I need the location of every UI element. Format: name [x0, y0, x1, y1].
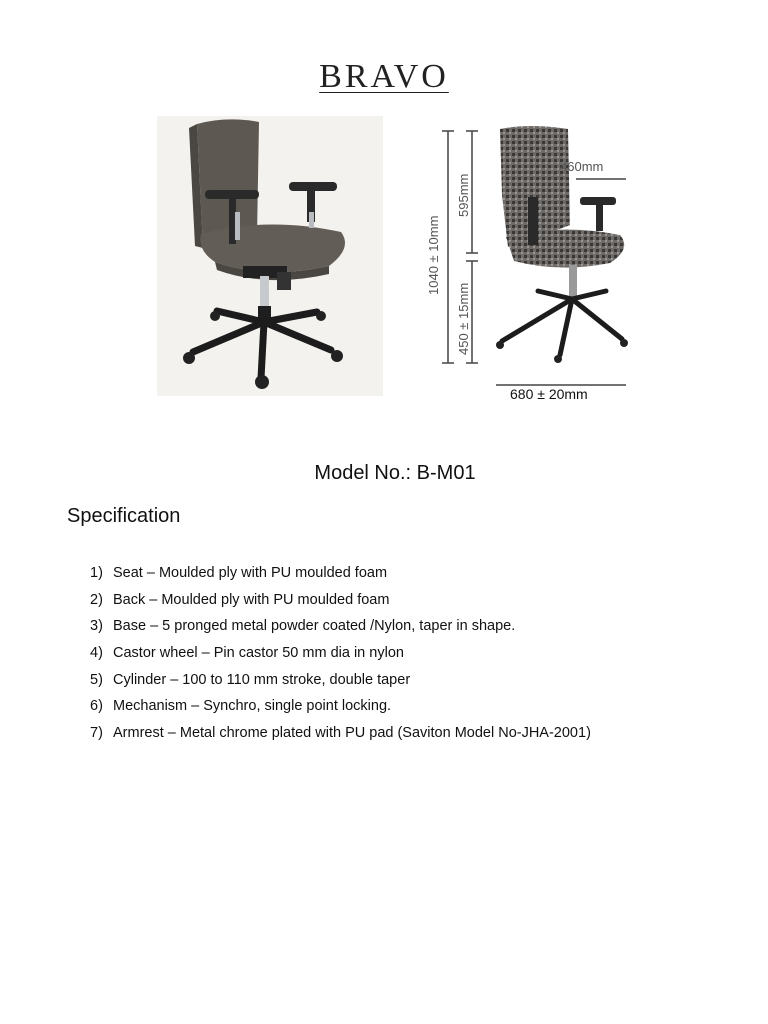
spec-item: [90, 669, 591, 696]
dim-base-width: 680 ± 20mm: [510, 386, 588, 402]
specification-list: [90, 562, 591, 749]
chair-photo: [157, 116, 383, 396]
spec-number: 3): [90, 618, 103, 635]
spec-number: 5): [90, 671, 103, 688]
spec-number: 6): [90, 698, 103, 715]
spec-text: Mechanism – Synchro, single point locking.: [113, 698, 392, 715]
spec-number: 7): [90, 725, 103, 742]
spec-text: Seat – Moulded ply with PU moulded foam: [113, 565, 388, 581]
spec-number: 4): [90, 645, 103, 662]
dim-seat-height: 450 ± 15mm: [456, 282, 471, 355]
spec-item: [90, 722, 591, 749]
page-title: [0, 58, 768, 96]
spec-item: [90, 615, 591, 642]
spec-text: Cylinder – 100 to 110 mm stroke, double taper: [113, 671, 411, 688]
spec-text: Castor wheel – Pin castor 50 mm dia in nylon: [113, 645, 404, 662]
dim-back-height: 595mm: [456, 173, 471, 217]
dim-arm-width: 460mm: [560, 159, 604, 174]
spec-item: [90, 589, 591, 616]
model-number: Model No.: B-M01: [314, 462, 476, 484]
dim-total-height: 1040 ± 10mm: [426, 215, 441, 295]
dimension-drawing: [410, 105, 680, 405]
spec-item: [90, 642, 591, 669]
spec-number: 2): [90, 591, 103, 608]
specification-heading: Specification: [67, 505, 181, 527]
chair-photo-illustration: [157, 116, 383, 396]
spec-text: Base – 5 pronged metal powder coated /Nylon, taper in shape.: [113, 618, 516, 635]
spec-item: [90, 562, 591, 589]
chair-dimension-diagram: [410, 105, 680, 405]
spec-number: 1): [90, 565, 103, 581]
spec-item: [90, 695, 591, 722]
page-title-text: BRAVO: [319, 58, 449, 95]
spec-text: Armrest – Metal chrome plated with PU pad (Saviton Model No-JHA-2001): [113, 725, 591, 742]
spec-text: Back – Moulded ply with PU moulded foam: [113, 591, 390, 608]
